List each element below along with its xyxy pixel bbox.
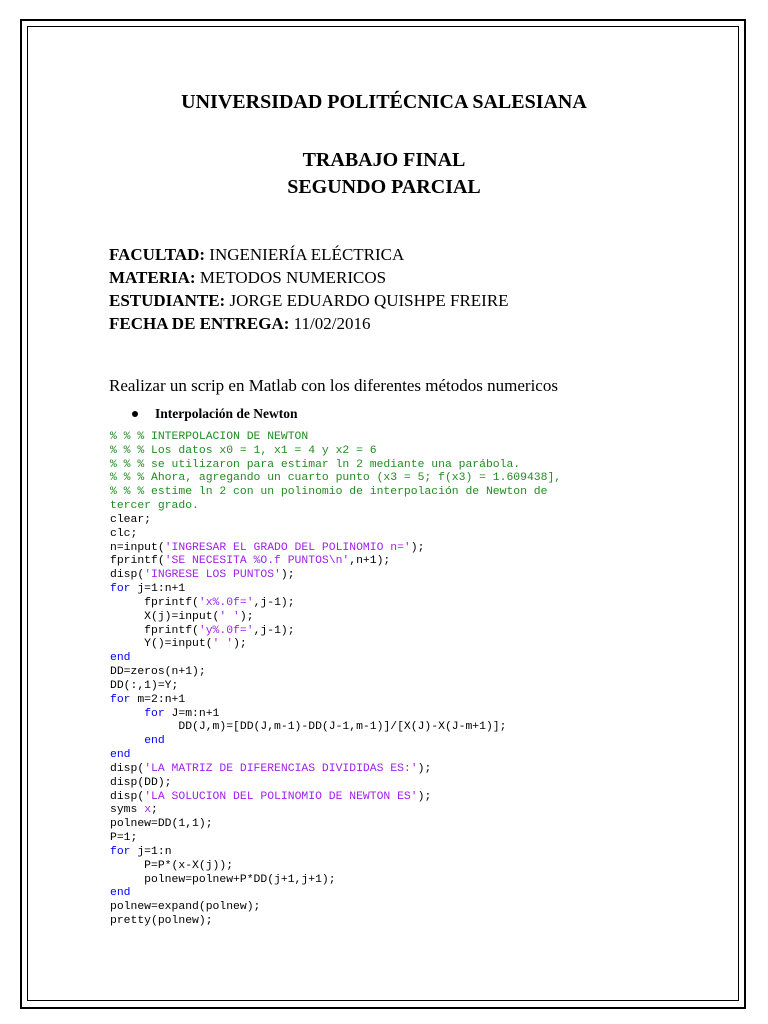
code-comment: % % % estime ln 2 con un polinomio de interpolación de Newton de xyxy=(110,486,548,499)
section-title: Interpolación de Newton xyxy=(155,406,298,421)
code-line xyxy=(110,721,561,735)
code-text: P=1; xyxy=(110,832,138,845)
code-text: polnew=expand(polnew); xyxy=(110,901,261,914)
info-value: METODOS NUMERICOS xyxy=(195,268,387,287)
code-text: ,n+1); xyxy=(349,555,391,568)
code-line xyxy=(110,708,561,722)
code-line xyxy=(110,680,561,694)
code-comment: % % % INTERPOLACION DE NEWTON xyxy=(110,431,309,443)
code-string: 'INGRESAR EL GRADO DEL POLINOMIO n=' xyxy=(164,541,411,554)
code-text: P=P*(x-X(j)); xyxy=(110,859,234,872)
code-line xyxy=(110,874,561,888)
document-title: TRABAJO FINAL xyxy=(302,149,466,171)
code-text: polnew=polnew+P*DD(j+1,j+1); xyxy=(110,873,336,886)
code-string: ' ' xyxy=(219,610,240,623)
code-line xyxy=(110,694,561,708)
code-text: syms xyxy=(110,804,145,817)
code-text: fprintf( xyxy=(110,596,199,609)
code-line xyxy=(110,583,561,597)
code-line xyxy=(110,611,561,625)
code-line xyxy=(110,901,561,915)
code-text: polnew=DD(1,1); xyxy=(110,818,213,831)
code-keyword: for xyxy=(110,845,131,858)
code-text: ); xyxy=(233,638,247,651)
code-line xyxy=(110,472,561,486)
code-keyword: for xyxy=(144,707,165,720)
code-keyword: end xyxy=(110,887,131,900)
code-line xyxy=(110,625,561,639)
code-string: x xyxy=(144,804,152,817)
code-keyword: end xyxy=(110,652,131,665)
code-line xyxy=(110,832,561,846)
code-string: 'y%.0f=' xyxy=(198,624,254,637)
code-line xyxy=(110,791,561,805)
code-line xyxy=(110,749,561,763)
code-string: 'x%.0f=' xyxy=(198,596,254,609)
code-string: 'INGRESE LOS PUNTOS' xyxy=(144,569,281,582)
code-keyword: for xyxy=(110,583,131,596)
code-string: 'LA MATRIZ DE DIFERENCIAS DIVIDIDAS ES:' xyxy=(144,762,418,775)
code-text: j=1:n xyxy=(130,845,172,858)
code-string: 'LA SOLUCION DEL POLINOMIO DE NEWTON ES' xyxy=(144,790,418,803)
code-line xyxy=(110,431,561,445)
code-text: ); xyxy=(280,569,295,582)
code-text: fprintf( xyxy=(110,624,199,637)
code-comment: % % % Ahora, agregando un cuarto punto (x3 = 5; f(x3) = 1.609438], xyxy=(110,472,562,485)
code-line xyxy=(110,486,561,500)
code-line xyxy=(110,500,561,514)
code-text xyxy=(110,708,144,720)
code-line xyxy=(110,666,561,680)
code-text xyxy=(110,735,144,747)
code-line xyxy=(110,777,561,791)
code-text: m=2:n+1 xyxy=(130,693,186,706)
info-value: JORGE EDUARDO QUISHPE FREIRE xyxy=(225,291,509,310)
code-keyword: end xyxy=(110,749,131,762)
code-text: disp(DD); xyxy=(110,776,172,789)
code-text: J=m:n+1 xyxy=(164,707,220,720)
code-text: ); xyxy=(417,762,432,775)
code-keyword: end xyxy=(144,735,165,748)
code-line xyxy=(110,597,561,611)
code-text: DD(J,m)=[DD(J,m-1)-DD(J-1,m-1)]/[X(J)-X(J-m+1)]; xyxy=(110,721,507,734)
code-line xyxy=(110,638,561,652)
intro-paragraph: Realizar un scrip en Matlab con los diferentes métodos numericos xyxy=(109,376,558,395)
code-text: X(j)=input( xyxy=(110,610,220,623)
section-bullet xyxy=(132,405,298,423)
code-string: 'SE NECESITA %O.f PUNTOS\n' xyxy=(164,555,350,568)
code-text: ); xyxy=(417,790,432,803)
code-text: clc; xyxy=(110,527,138,540)
code-text: clear; xyxy=(110,513,152,526)
code-line xyxy=(110,569,561,583)
code-text: disp( xyxy=(110,762,145,775)
university-name: UNIVERSIDAD POLITÉCNICA SALESIANA xyxy=(181,91,587,113)
code-text: ); xyxy=(410,541,425,554)
code-line xyxy=(110,887,561,901)
code-line xyxy=(110,445,561,459)
code-line xyxy=(110,514,561,528)
code-text: n=input( xyxy=(110,541,165,554)
code-line xyxy=(110,459,561,473)
code-line xyxy=(110,860,561,874)
code-comment: % % % se utilizaron para estimar ln 2 mediante una parábola. xyxy=(110,458,521,471)
info-block xyxy=(109,243,509,335)
info-row-fecha xyxy=(109,312,509,335)
code-text: DD(:,1)=Y; xyxy=(110,679,179,692)
code-line xyxy=(110,542,561,556)
code-line xyxy=(110,735,561,749)
code-line xyxy=(110,763,561,777)
code-text: disp( xyxy=(110,569,145,582)
code-text: ,j-1); xyxy=(253,624,295,637)
code-text: DD=zeros(n+1); xyxy=(110,666,206,679)
code-keyword: for xyxy=(110,693,131,706)
info-label: ESTUDIANTE: xyxy=(109,291,226,310)
info-label: FECHA DE ENTREGA: xyxy=(109,314,290,333)
info-row-facultad xyxy=(109,243,509,266)
code-line xyxy=(110,818,561,832)
code-comment: % % % Los datos x0 = 1, x1 = 4 y x2 = 6 xyxy=(110,444,377,457)
document-subtitle: SEGUNDO PARCIAL xyxy=(287,176,481,198)
code-text: Y()=input( xyxy=(110,638,213,651)
info-label: FACULTAD: xyxy=(109,245,206,264)
code-line xyxy=(110,555,561,569)
info-value: 11/02/2016 xyxy=(289,314,371,333)
code-text: j=1:n+1 xyxy=(130,583,186,596)
bullet-icon xyxy=(132,411,138,417)
code-line xyxy=(110,804,561,818)
info-value: INGENIERÍA ELÉCTRICA xyxy=(205,245,405,264)
code-text: pretty(polnew); xyxy=(110,914,213,927)
info-row-estudiante xyxy=(109,289,509,312)
code-line xyxy=(110,846,561,860)
code-text: ,j-1); xyxy=(253,596,295,609)
code-string: ' ' xyxy=(212,638,234,651)
info-row-materia xyxy=(109,266,509,289)
code-text: ); xyxy=(239,610,254,623)
matlab-code-block xyxy=(110,431,561,929)
info-label: MATERIA: xyxy=(109,268,196,287)
code-text: fprintf( xyxy=(110,555,165,568)
code-line xyxy=(110,652,561,666)
code-comment: tercer grado. xyxy=(110,500,199,513)
code-line xyxy=(110,528,561,542)
code-text: ; xyxy=(151,804,158,817)
code-line xyxy=(110,915,561,929)
code-text: disp( xyxy=(110,790,145,803)
